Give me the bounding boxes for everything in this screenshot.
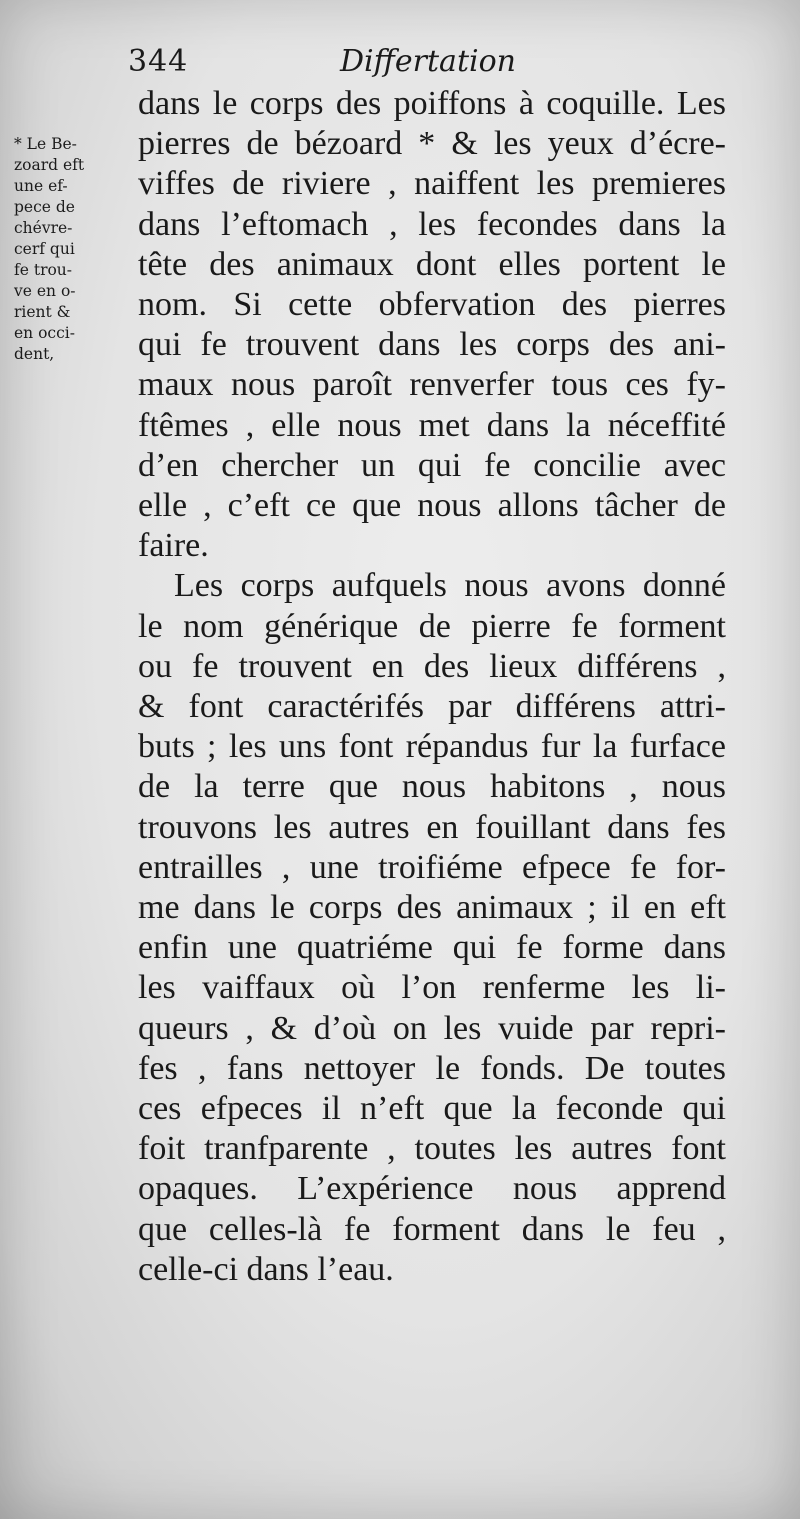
text-line: d’en chercher un qui fe concilie avec [138, 446, 726, 484]
margin-note-line: fe trou- [14, 261, 73, 279]
text-line: le nom générique de pierre fe forment [138, 607, 726, 645]
margin-note-line: rient & [14, 303, 71, 321]
text-line: buts ; les uns font répandus fur la furface [138, 728, 726, 766]
paragraph-1 [138, 84, 726, 566]
text-line: viffes de riviere , naiffent les premieres [138, 165, 726, 203]
text-line: pierres de bézoard * & les yeux d’écre- [138, 125, 726, 163]
margin-note-line: zoard eft [14, 156, 85, 174]
text-line: trouvons les autres en fouillant dans fes [138, 808, 726, 846]
margin-note-line: dent, [14, 345, 55, 363]
text-line: faire. [138, 527, 209, 565]
running-head [128, 42, 688, 86]
text-line: elle , c’eft ce que nous allons tâcher de [138, 487, 726, 525]
text-line: dans le corps des poiffons à coquille. Les [138, 85, 726, 122]
margin-note-line: * Le Be- [14, 135, 77, 153]
margin-note-line: une ef- [14, 177, 68, 195]
text-line: de la terre que nous habitons , nous [138, 768, 726, 806]
running-title: Differtation [340, 44, 516, 79]
text-line: celle-ci dans l’eau. [138, 1250, 394, 1288]
text-line: ces efpeces il n’eft que la feconde qui [138, 1090, 726, 1128]
margin-note [14, 134, 126, 365]
text-line: fes , fans nettoyer le fonds. De toutes [138, 1049, 726, 1087]
text-line: nom. Si cette obfervation des pierres [138, 286, 726, 324]
text-line: Les corps aufquels nous avons donné [174, 567, 726, 605]
text-line: queurs , & d’où on les vuide par repri- [138, 1009, 726, 1047]
text-line: ftêmes , elle nous met dans la néceffité [138, 406, 726, 444]
page-number: 344 [128, 44, 189, 79]
text-line: me dans le corps des animaux ; il en eft [138, 889, 726, 927]
margin-note-line: cerf qui [14, 240, 75, 258]
text-line: entrailles , une troifiéme efpece fe for- [138, 848, 726, 886]
text-line: les vaiffaux où l’on renferme les li- [138, 969, 726, 1007]
body-text [138, 84, 726, 1290]
text-line: qui fe trouvent dans les corps des ani- [138, 326, 726, 364]
text-line: dans l’eftomach , les fecondes dans la [138, 205, 726, 243]
text-line: opaques. L’expérience nous apprend [138, 1170, 726, 1208]
paragraph-2 [138, 566, 726, 1290]
text-line: & font caractérifés par différens attri- [138, 688, 726, 726]
margin-note-line: pece de [14, 198, 75, 216]
margin-note-line: ve en o- [14, 282, 76, 300]
margin-note-line: chévre- [14, 219, 73, 237]
text-line: maux nous paroît renverfer tous ces fy- [138, 366, 726, 404]
text-line: ou fe trouvent en des lieux différens , [138, 647, 726, 685]
margin-note-line: en occi- [14, 324, 75, 342]
text-line: que celles-là fe forment dans le feu , [138, 1210, 726, 1248]
text-line: foit tranfparente , toutes les autres font [138, 1130, 726, 1168]
text-line: tête des animaux dont elles portent le [138, 245, 726, 283]
text-line: enfin une quatriéme qui fe forme dans [138, 929, 726, 967]
